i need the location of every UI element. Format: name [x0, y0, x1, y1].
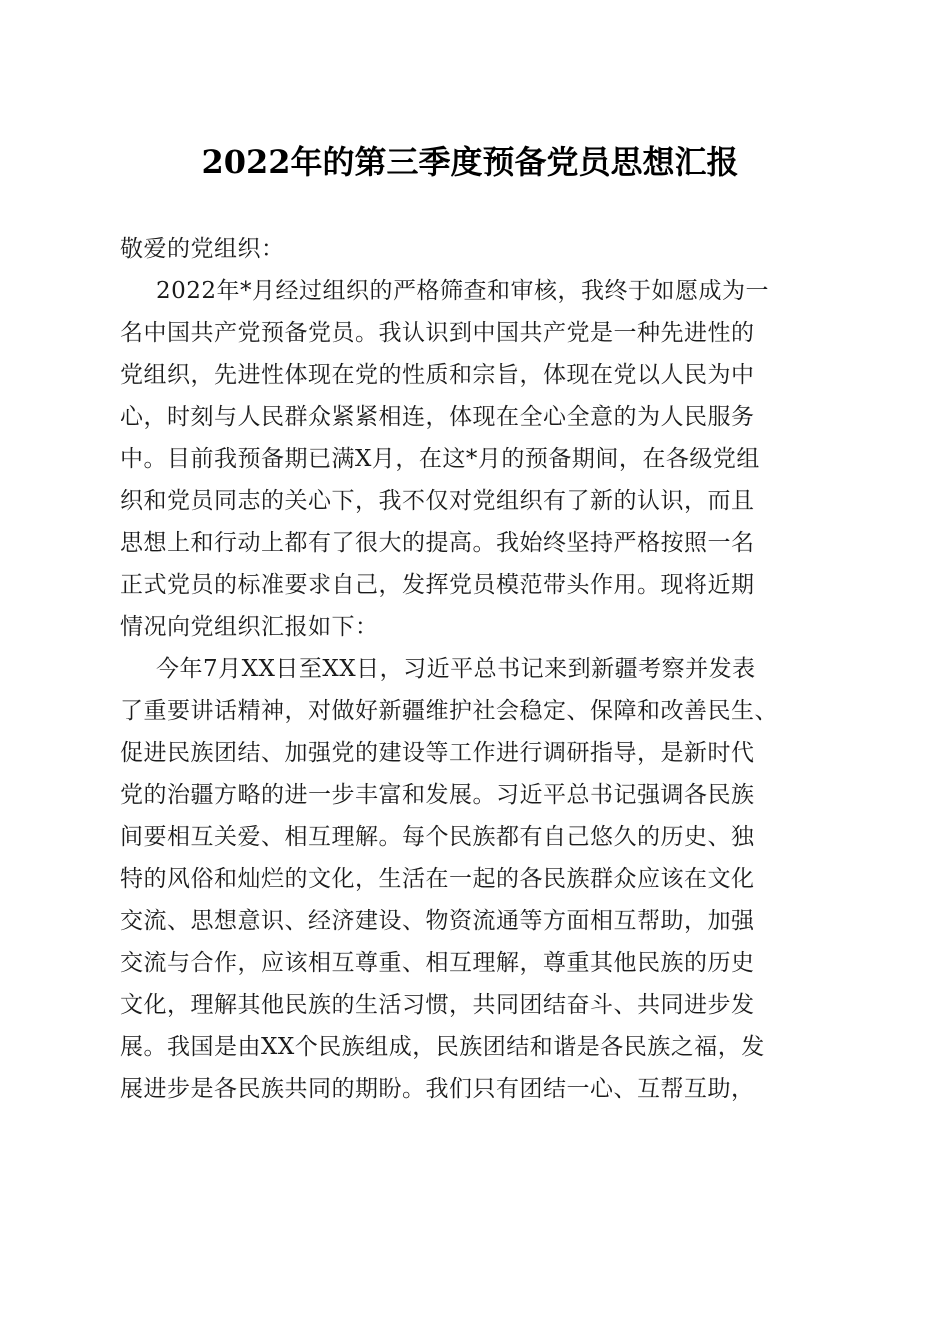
paragraph-2-line: 交流与合作，应该相互尊重、相互理解，尊重其他民族的历史 [120, 950, 755, 976]
paragraph-2-line: 特的风俗和灿烂的文化，生活在一起的各民族群众应该在文化 [120, 866, 755, 892]
paragraph-2-line: 交流、思想意识、经济建设、物资流通等方面相互帮助，加强 [120, 908, 755, 934]
paragraph-2-line: 展进步是各民族共同的期盼。我们只有团结一心、互帮互助， [120, 1076, 755, 1102]
paragraph-2-line: 促进民族团结、加强党的建设等工作进行调研指导，是新时代 [120, 740, 755, 766]
paragraph-1-line: 正式党员的标准要求自己，发挥党员模范带头作用。现将近期 [120, 572, 755, 598]
paragraph-1-line: 思想上和行动上都有了很大的提高。我始终坚持严格按照一名 [120, 530, 755, 556]
paragraph-1-line: 党组织，先进性体现在党的性质和宗旨，体现在党以人民为中 [120, 362, 755, 388]
paragraph-1-line: 织和党员同志的关心下，我不仅对党组织有了新的认识，而且 [120, 488, 755, 514]
paragraph-1-line: 中。目前我预备期已满X月，在这*月的预备期间，在各级党组 [120, 446, 760, 472]
salutation: 敬爱的党组织： [120, 236, 285, 262]
paragraph-1-line: 心，时刻与人民群众紧紧相连，体现在全心全意的为人民服务 [120, 404, 755, 430]
paragraph-2-line: 党的治疆方略的进一步丰富和发展。习近平总书记强调各民族 [120, 782, 755, 808]
paragraph-2-line: 今年7月XX日至XX日，习近平总书记来到新疆考察并发表 [156, 656, 756, 682]
document-body [120, 228, 840, 1110]
paragraph-2-line: 文化，理解其他民族的生活习惯，共同团结奋斗、共同进步发 [120, 992, 755, 1018]
paragraph-2-line: 间要相互关爱、相互理解。每个民族都有自己悠久的历史、独 [120, 824, 755, 850]
paragraph-2-line: 展。我国是由XX个民族组成，民族团结和谐是各民族之福，发 [120, 1034, 765, 1060]
paragraph-1-line: 名中国共产党预备党员。我认识到中国共产党是一种先进性的 [120, 320, 755, 346]
paragraph-2-line: 了重要讲话精神，对做好新疆维护社会稳定、保障和改善民生、 [120, 698, 778, 724]
paragraph-1-line: 2022年*月经过组织的严格筛查和审核，我终于如愿成为一 [156, 278, 770, 304]
paragraph-1-line: 情况向党组织汇报如下： [120, 614, 379, 640]
document-title: 2022年的第三季度预备党员思想汇报 [201, 143, 739, 181]
